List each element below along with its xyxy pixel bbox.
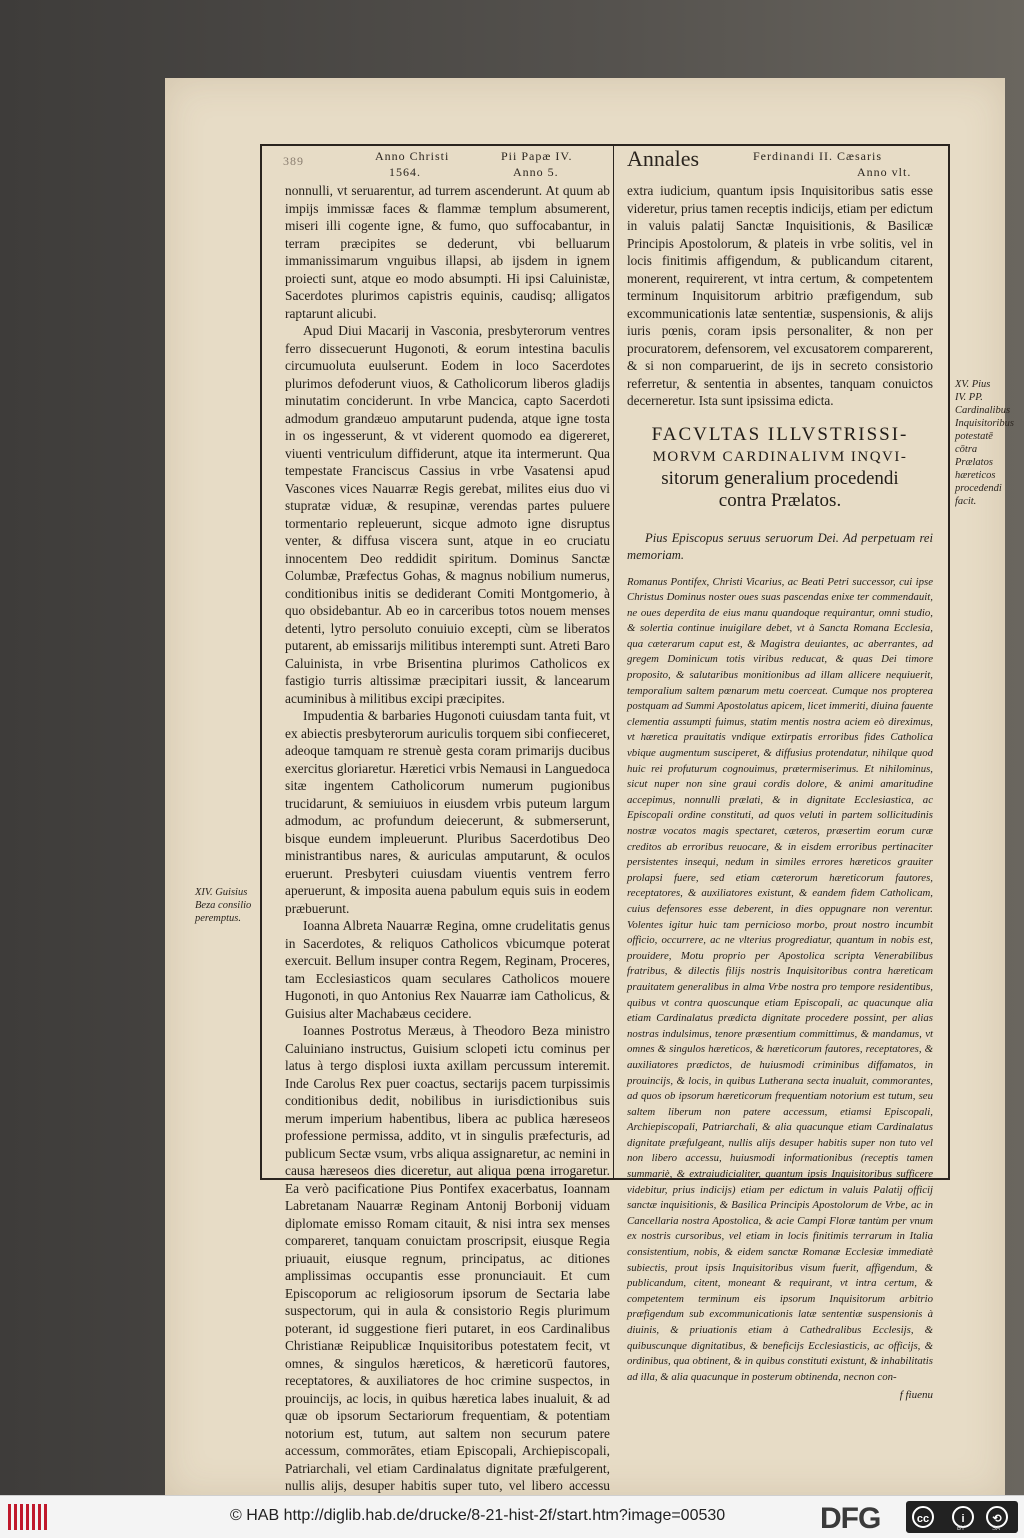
copyright-link[interactable]: © HAB http://diglib.hab.de/drucke/8-21-hist-2f/start.htm?image=00530 — [230, 1507, 726, 1524]
cc-icon: cc — [912, 1506, 934, 1528]
frame-top — [260, 144, 950, 146]
title-line-1: FACVLTAS ILLVSTRISSI- — [651, 423, 909, 445]
emperor-name: Ferdinandi II. Cæsaris — [753, 149, 882, 163]
frame-right — [948, 144, 950, 1180]
annales-title: Annales — [627, 146, 700, 171]
bull-text: Romanus Pontifex, Christi Vicarius, ac Beati Petri successor, cui ipse Christus Dominus noster oues suas pascendas enixe ter commendauit, ne oues deperdita de eius manu quandoque requirantur, omni studio, & solertia continue inuigilare debet, vt à Sancta Romana Ecclesia, qua cæterarum caput est, & Magistra deuiantes, ac aberrantes, ad gregem Dominicum totis viribus reducat, & quas Dei timore proposito, & salutaribus monitionibus ad illam allicere nequiuerit, temporalium saltem pœnarum metu coerceat. Cumque nos propterea postquam ad Summi Apostolatus apicem, licet immeriti, diuina fauente clementia assumpti fuimus, statim mentis nostra aciem eò direximus, vt hæretica prauitatis vndique extirpatis erroribus fides Catholica vbique augmentum susciperet, & diffusius protendatur, nihilque quod huic rei profuturum cognouimus, prætermiserimus. Et nihilominus, sicut nuper non sine graui cordis dolore, & animi amaritudine accepimus, nonnulli prælati, & in dignitate Ecclesiastica, ac Episcopali ordine constituti, ad quos veluti in partem sollicitudinis nostræ vocatos magis spectaret, cæteros, præsertim eorum curæ creditos ab erroribus reuocare, & in eisdem erroribus pertinaciter persistentes insequi, nedum in similes errores hæreticos grauiter prolapsi fuere, sed etiam cæterorum hæreticorum fautores, receptatores, & auxiliatores existunt, & eandem fidem Catholicam, cuius defensores esse deberent, in dies oppugnare non verentur. Volentes igitur huic tam pernicioso morbo, prout nostro incumbit officio, occurrere, ac ne vlterius progrediatur, quantum in nobis est, prouidere, Motu proprio per Apostolica scripta Venerabilibus fratribus, & dilectis filijs nostris Inquisitoribus contra hæreticam prauitatem generalibus in alma Vrbe nostra pro tempore residentibus, quibus vt contra quoscunque etiam Episcopali, ac quacunque alia etiam Cardinalatus prædicta dignitate procedere possint, per alias nostras indulsimus, tenore præsentium committimus, & mandamus, vt omnes & singulos hæreticos, & hæreticorum fautores, receptatores, & auxiliatores prædictos, de huiusmodi criminibus diffamatos, in prouincijs, & locis, in quibus Lutherana secta inualuit, commorantes, ad quos ob ipsorum hæreticorum frequentiam notorium est tutum, seu saltem liberum non patere accessum, etiamsi Episcopali, Archiepiscopali, Patriarchali, & alia quacunque etiam Cardinalatus dignitate præfulgeant, nullis alijs desuper habitis super non tuto vel non libero accessu, huiusmodi informationibus (receptis tamen summariè, & extraiudicialiter, quantum ipsis Inquisitoribus sufficere videbitur, prius indicijs) etiam per edictum in valuis Palatij officij sanctæ inquisitionis, & Basilica Principis Apostolorum de Vrbe, ac in Cancellaria nostra Apostolica, & acie Campi Floræ tantùm per vnum ex nostris cursoribus, vel etiam in locis finitimis terrarum in Italia consistentium, nobis, & eidem sanctæ Romanæ Ecclesiæ immediatè subiectis, prout ipsis Inquisitoribus visum fuerit, affigendum, & publicandum, citent, moneant & requirant, vt intra certum, & competentem terminum eis ipsorum Inquisitorum arbitrio præfigendum sub excommunicationis latæ sententiæ suspensionis à diuinis, & priuationis etiam à Cathedralibus Ecclesijs, & quibuscunque dignitatibus, & beneficijs Ecclesiasticis, ac officijs, & ordinibus, qua obtinent, & in quibus constituti existunt, & inhabilitatis ad illa, & alia quacunque in posterum obtinenda, necnon con- — [627, 575, 933, 1383]
section-title — [627, 424, 933, 512]
sa-label: SA — [992, 1526, 1001, 1532]
left-column — [285, 182, 610, 1512]
left-para-2: Apud Diui Macarij in Vasconia, presbyterorum ventres ferro dissecuerunt Hugonoti, & eorum intestina baculis circumuoluta euulserunt. Eodem in loco Sacerdotes plurimos defoderunt viuos, & Catholicorum liberos gladijs minutatim conciderunt. In vrbe Mancica, capto Sacerdoti admodum grandæuo amputarunt pudenda, atque igne tosta in os ingesserunt, & vt viderent quomodo ea digereret, viuenti ventriculum diffiderunt, atque ita intermerunt. Qua tempestate Franciscus Cassius in vrbe Vasatensi apud Vascones vices Nauarræ Regis gerebat, milites eius duo vi stupratæ viduæ, & resupinæ, verendas partes puluere tormentario repleuerunt, sicque admoto igne disruptus venter, & diffusa viscera sunt, atque in eo cruciatu innocentem Deo reddidit spiritum. Dominus Sanctæ Columbæ, Præfectus Gohas, & magnus nobilium numerus, conditionibus initis se dediderant Comiti Montgomerio, à quo obsidebantur. Ab eo in carceribus totos nouem menses detenti, lytro persoluto conuiuio excepti, cùm se liberatos putarent, ab emissarijs militibus interempti sunt. Atreti Baro Caluinista, in vrbe Brisentina plurimos Catholicos ex fastigio turris altissimæ præcipitari iussit, & lancearum acuminibus à militibus excipi præcipites. — [285, 323, 610, 706]
year: 1564. — [389, 165, 421, 179]
anno-emperor: Anno vlt. — [857, 165, 912, 179]
bull-intro: Pius Episcopus seruus seruorum Dei. Ad perpetuam rei memoriam. — [627, 530, 933, 562]
margin-note-right: XV. Pius IV. PP. Cardinalibus Inquisitoribus potestatē cōtra Prælatos hæreticos procedendi facit. — [955, 379, 1014, 507]
hab-logo-icon[interactable] — [8, 1504, 48, 1530]
by-label: BY — [957, 1526, 966, 1532]
cc-license-badge[interactable] — [906, 1501, 1018, 1533]
by-attribution-icon: i — [952, 1506, 974, 1528]
title-line-3: sitorum generalium procedendi — [661, 467, 899, 489]
frame-left — [260, 144, 262, 1180]
sa-sharealike-icon: ⟲ — [986, 1506, 1008, 1528]
dfg-logo[interactable]: DFG — [820, 1502, 881, 1535]
anno-pope: Anno 5. — [513, 165, 559, 179]
left-para-1: nonnulli, vt seruarentur, ad turrem ascenderunt. At quum ab impijs immissæ faces & flammæ templum absumerent, miseri illi cogente igne, & fumo, quo suffocabantur, in terram præcipites se dederunt, vbi belluarum immanissimarum vnguibus illapsi, ab ijsdem in ignem proiecti sunt, atque eo modo absumpti. Hi ipsi Caluinistæ, Sacerdotes plurimos capistris equinis, caudisq; alligatos raptarunt alicubi. — [285, 183, 610, 321]
column-divider — [613, 144, 614, 1180]
right-para-1: extra iudicium, quantum ipsis Inquisitoribus satis esse videretur, prius tamen receptis indicijs, etiam per edictum in valuis palatij Sanctæ Inquisitionis, & Basilicæ Principis Apostolorum, & plateis in vrbe solitis, vel in locis finitimis affigendum, & publicandum citarent, monerent, requirerent, vt intra certum, & competentem terminum Inquisitorum arbitrio præfigendum, sub excommunicationis latæ sententiæ, suspensionis, & alijs iuris pœnis, coram ipsis personaliter, & non per procuratorem, defensorem, vel excusatorem comparerent, & si non comparuerint, de ijs in secreto consistorio referretur, & sententia in absentes, tanquam conuictos decerneretur. Ista sunt ipsissima edicta. — [627, 183, 933, 408]
right-column — [627, 182, 933, 1405]
footer-bar — [0, 1495, 1024, 1538]
anno-christi: Anno Christi — [375, 149, 450, 163]
left-para-5: Ioannes Postrotus Meræus, à Theodoro Beza ministro Caluiniano instructus, Guisium sclopeti ictu cominus per latus à tergo displosi iuxta axillam percussum interemit. Inde Carolus Rex puer coactus, sectarijs pacem turpissimis conditionibus dedit, nobilibus in iurisdictionibus suis merum imperium habentibus, libera ac publica hæreseos professione permissa, addito, vt in singulis præfecturis, ad publicum Sectæ vsum, vrbs aliqua assignaretur, ac nemini in causa hæreseos dies diceretur, aut aliqua pœna irrogaretur. Ea verò pacificatione Pius Pontifex exacerbatus, Ioannam Labretanam Nauarræ Reginam Antonij Borbonij viduam diplomate emisso Romam citauit, & nisi intra sex menses compareret, tanquam conuictam proscripsit, eiusque Regia priuauit, eiusque regnum, principatus, ac ditiones amplissimas occupantis esse pronunciauit. Et cum Episcoporum ac religiosorum ipsorum de Sectaria labe suspectorum, qui in aula & consistorio Regis plurimum poterant, id suggestione fieri putaret, in eos Cardinalibus Christianæ Reipublicæ Inquisitoribus potestatem fecit, vt omnes, & singulos hæreticos, & hæreticorū fautores, receptatores, & auxiliatores de hoc crimine suspectos, in prouincijs, ac locis, in quibus hæretica labes inualuit, & ad quæ ob ipsorum Sectariorum frequentiam, & potentiam notorium est, tutum, aut saltem non securum patere accessum, commorātes, etiam Episcopali, Archiepiscopali, Patriarchali, vel etiam Cardinalatus dignitate præfulgerent, nullis alijs, desuper habitis super tuto, vel libero accessu — [285, 1023, 610, 1493]
left-para-4: Ioanna Albreta Nauarræ Regina, omne crudelitatis genus in Sacerdotes, & reliquos Catholicos vbicumque poterat exercuit. Bellum insuper contra Regem, Reginam, Proceres, tam Ecclesiasticos quam seculares Catholicos mouere Hugonoti, in quo Antonius Rex Nauarræ iam Catholicus, & Guisius alter Machabæus cecidere. — [285, 918, 610, 1021]
title-line-4: contra Prælatos. — [718, 489, 842, 511]
book-page — [165, 78, 1014, 1498]
title-line-2: MORVM CARDINALIVM INQVI- — [652, 448, 908, 465]
margin-note-left: XIV. Guisius Beza consilio peremptus. — [195, 887, 252, 924]
left-para-3: Impudentia & barbaries Hugonoti cuiusdam tanta fuit, vt ex abiectis presbyterorum auriculis torquem sibi confieceret, adeoque tamquam re strenuè gesta coram primarijs ducibus exercitus gloriaretur. Hæretici vrbis Nemausi in Languedoca sitæ ingentem Catholicorum numerum pugionibus trucidarunt, & semiuiuos in eiusdem vrbis puteum largum admodum, ac profundum deiecerunt, & submerserunt, bisque eundem impleuerunt. Pluribus Sacerdotibus Deo ministrantibus nares, & auriculas amputarunt, & oculos eruerunt. Presbyteri cuiusdam viuentis ventrem ferro aperuerunt, & imposita auena pabulum equis suis in eodem præbuerunt. — [285, 708, 610, 916]
folio-number: 389 — [283, 154, 304, 168]
catchword: f fiuenu — [899, 1389, 933, 1402]
pope-name: Pii Papæ IV. — [501, 149, 573, 163]
